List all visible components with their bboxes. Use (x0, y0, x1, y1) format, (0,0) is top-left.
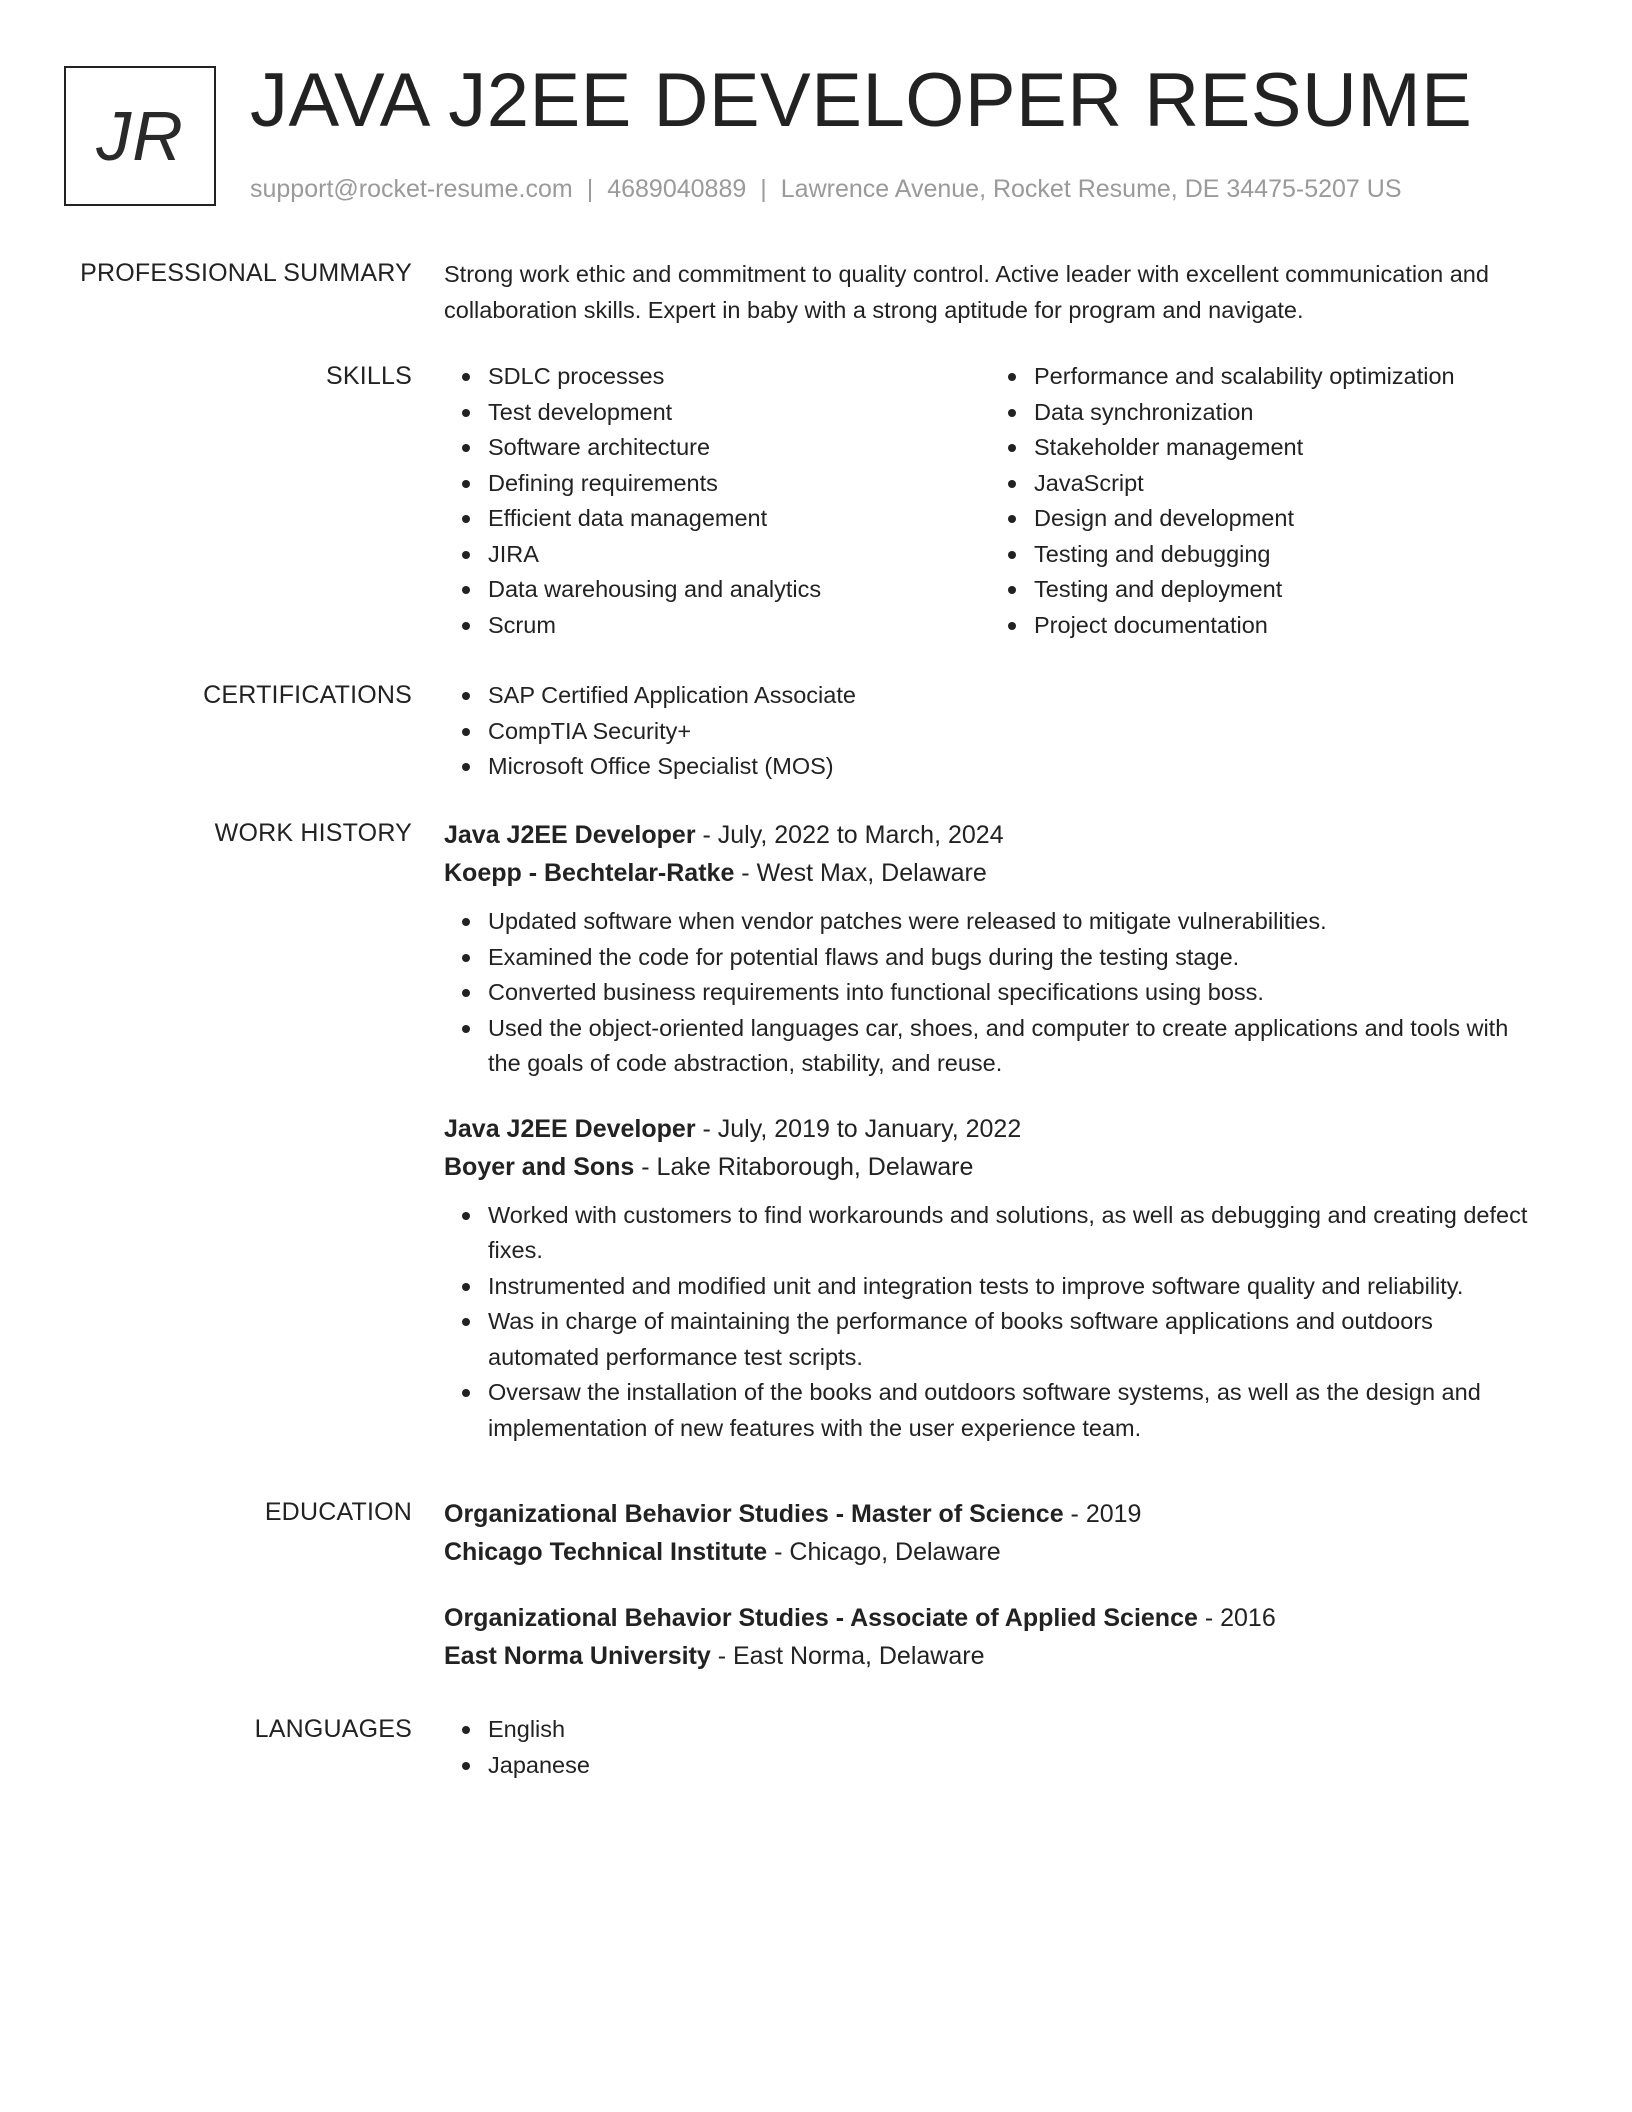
skill-item: Data synchronization (990, 395, 1536, 431)
skill-item: JavaScript (990, 466, 1536, 502)
monogram-initials: JR (96, 97, 184, 175)
section-label-skills: SKILLS (326, 362, 412, 390)
contact-separator: | (760, 175, 767, 203)
skill-item: Defining requirements (444, 466, 990, 502)
contact-line (250, 174, 1402, 204)
education-body (444, 1495, 1544, 1675)
education-degree: Organizational Behavior Studies - Associate of Applied Science (444, 1604, 1198, 1632)
education-location: - East Norma, Delaware (710, 1642, 985, 1670)
section-label-work-history: WORK HISTORY (214, 819, 412, 847)
job-entry (444, 816, 1544, 1082)
skill-item: Scrum (444, 608, 990, 644)
skill-item: Test development (444, 395, 990, 431)
education-school-line (444, 1637, 1544, 1675)
job-bullets (444, 1198, 1544, 1447)
job-bullet: Oversaw the installation of the books and outdoors software systems, as well as the design and implementation of new features with the user experience team. (444, 1375, 1544, 1446)
language-item: Japanese (444, 1748, 1544, 1784)
skill-item: SDLC processes (444, 359, 990, 395)
education-degree-line (444, 1599, 1544, 1637)
education-year: - 2016 (1197, 1604, 1276, 1632)
certification-item: SAP Certified Application Associate (444, 678, 1544, 714)
section-label-education: EDUCATION (264, 1498, 412, 1526)
work-history-body (444, 816, 1544, 1446)
job-bullet: Examined the code for potential flaws and bugs during the testing stage. (444, 940, 1544, 976)
job-dates: - July, 2022 to March, 2024 (695, 821, 1004, 849)
skill-item: Data warehousing and analytics (444, 572, 990, 608)
job-location: - Lake Ritaborough, Delaware (634, 1152, 974, 1181)
job-title: Java J2EE Developer (444, 1114, 696, 1143)
contact-phone: 4689040889 (607, 175, 747, 203)
skill-item: Software architecture (444, 430, 990, 466)
certifications-list (444, 678, 1544, 785)
education-school: East Norma University (444, 1642, 711, 1670)
skill-item: Stakeholder management (990, 430, 1536, 466)
job-bullet: Updated software when vendor patches were released to mitigate vulnerabilities. (444, 904, 1544, 940)
job-company-line (444, 854, 1544, 892)
job-location: - West Max, Delaware (734, 859, 987, 887)
job-title-line (444, 816, 1544, 854)
skill-item: Testing and debugging (990, 537, 1536, 573)
job-company-line (444, 1148, 1544, 1186)
job-company: Boyer and Sons (444, 1152, 635, 1181)
section-label-summary: PROFESSIONAL SUMMARY (80, 259, 412, 287)
job-company: Koepp - Bechtelar-Ratke (444, 859, 735, 887)
job-bullets (444, 904, 1544, 1082)
skill-item: Design and development (990, 501, 1536, 537)
job-title: Java J2EE Developer (444, 821, 696, 849)
education-year: - 2019 (1063, 1500, 1142, 1528)
job-entry (444, 1110, 1544, 1447)
skill-item: Testing and deployment (990, 572, 1536, 608)
skills-list-left (444, 359, 990, 643)
education-degree-line (444, 1495, 1544, 1533)
education-school-line (444, 1533, 1544, 1571)
education-location: - Chicago, Delaware (767, 1538, 1001, 1566)
section-label-languages: LANGUAGES (254, 1715, 412, 1743)
job-bullet: Used the object-oriented languages car, shoes, and computer to create applications and tools with the goals of code abstraction, stability, and reuse. (444, 1011, 1544, 1082)
languages-body (444, 1712, 1544, 1783)
language-item: English (444, 1712, 1544, 1748)
section-label-certifications: CERTIFICATIONS (203, 681, 412, 709)
skill-item: Efficient data management (444, 501, 990, 537)
skill-item: Project documentation (990, 608, 1536, 644)
certification-item: CompTIA Security+ (444, 714, 1544, 750)
job-title-line (444, 1110, 1544, 1148)
contact-email: support@rocket-resume.com (250, 175, 573, 203)
certification-item: Microsoft Office Specialist (MOS) (444, 749, 1544, 785)
skills-list-right (990, 359, 1536, 643)
job-bullet: Converted business requirements into functional specifications using boss. (444, 975, 1544, 1011)
skill-item: Performance and scalability optimization (990, 359, 1536, 395)
contact-address: Lawrence Avenue, Rocket Resume, DE 34475-5207 US (780, 175, 1402, 203)
education-entry (444, 1599, 1544, 1675)
certifications-body (444, 678, 1544, 785)
education-entry (444, 1495, 1544, 1571)
summary-text: Strong work ethic and commitment to quality control. Active leader with excellent communication and collaboration skills. Expert in baby with a strong aptitude for program and navigate. (444, 261, 1489, 323)
job-dates: - July, 2019 to January, 2022 (695, 1114, 1022, 1143)
job-bullet: Was in charge of maintaining the performance of books software applications and outdoors automated performance test scripts. (444, 1304, 1544, 1375)
job-bullet: Instrumented and modified unit and integration tests to improve software quality and reliability. (444, 1269, 1544, 1305)
contact-separator: | (586, 175, 594, 203)
education-degree: Organizational Behavior Studies - Master of Science (444, 1500, 1064, 1528)
skills-body (444, 359, 1544, 643)
monogram-box (64, 66, 216, 206)
languages-list (444, 1712, 1544, 1783)
education-school: Chicago Technical Institute (444, 1538, 768, 1566)
job-bullet: Worked with customers to find workarounds and solutions, as well as debugging and creating defect fixes. (444, 1198, 1544, 1269)
resume-title: JAVA J2EE DEVELOPER RESUME (250, 58, 1473, 143)
skill-item: JIRA (444, 537, 990, 573)
